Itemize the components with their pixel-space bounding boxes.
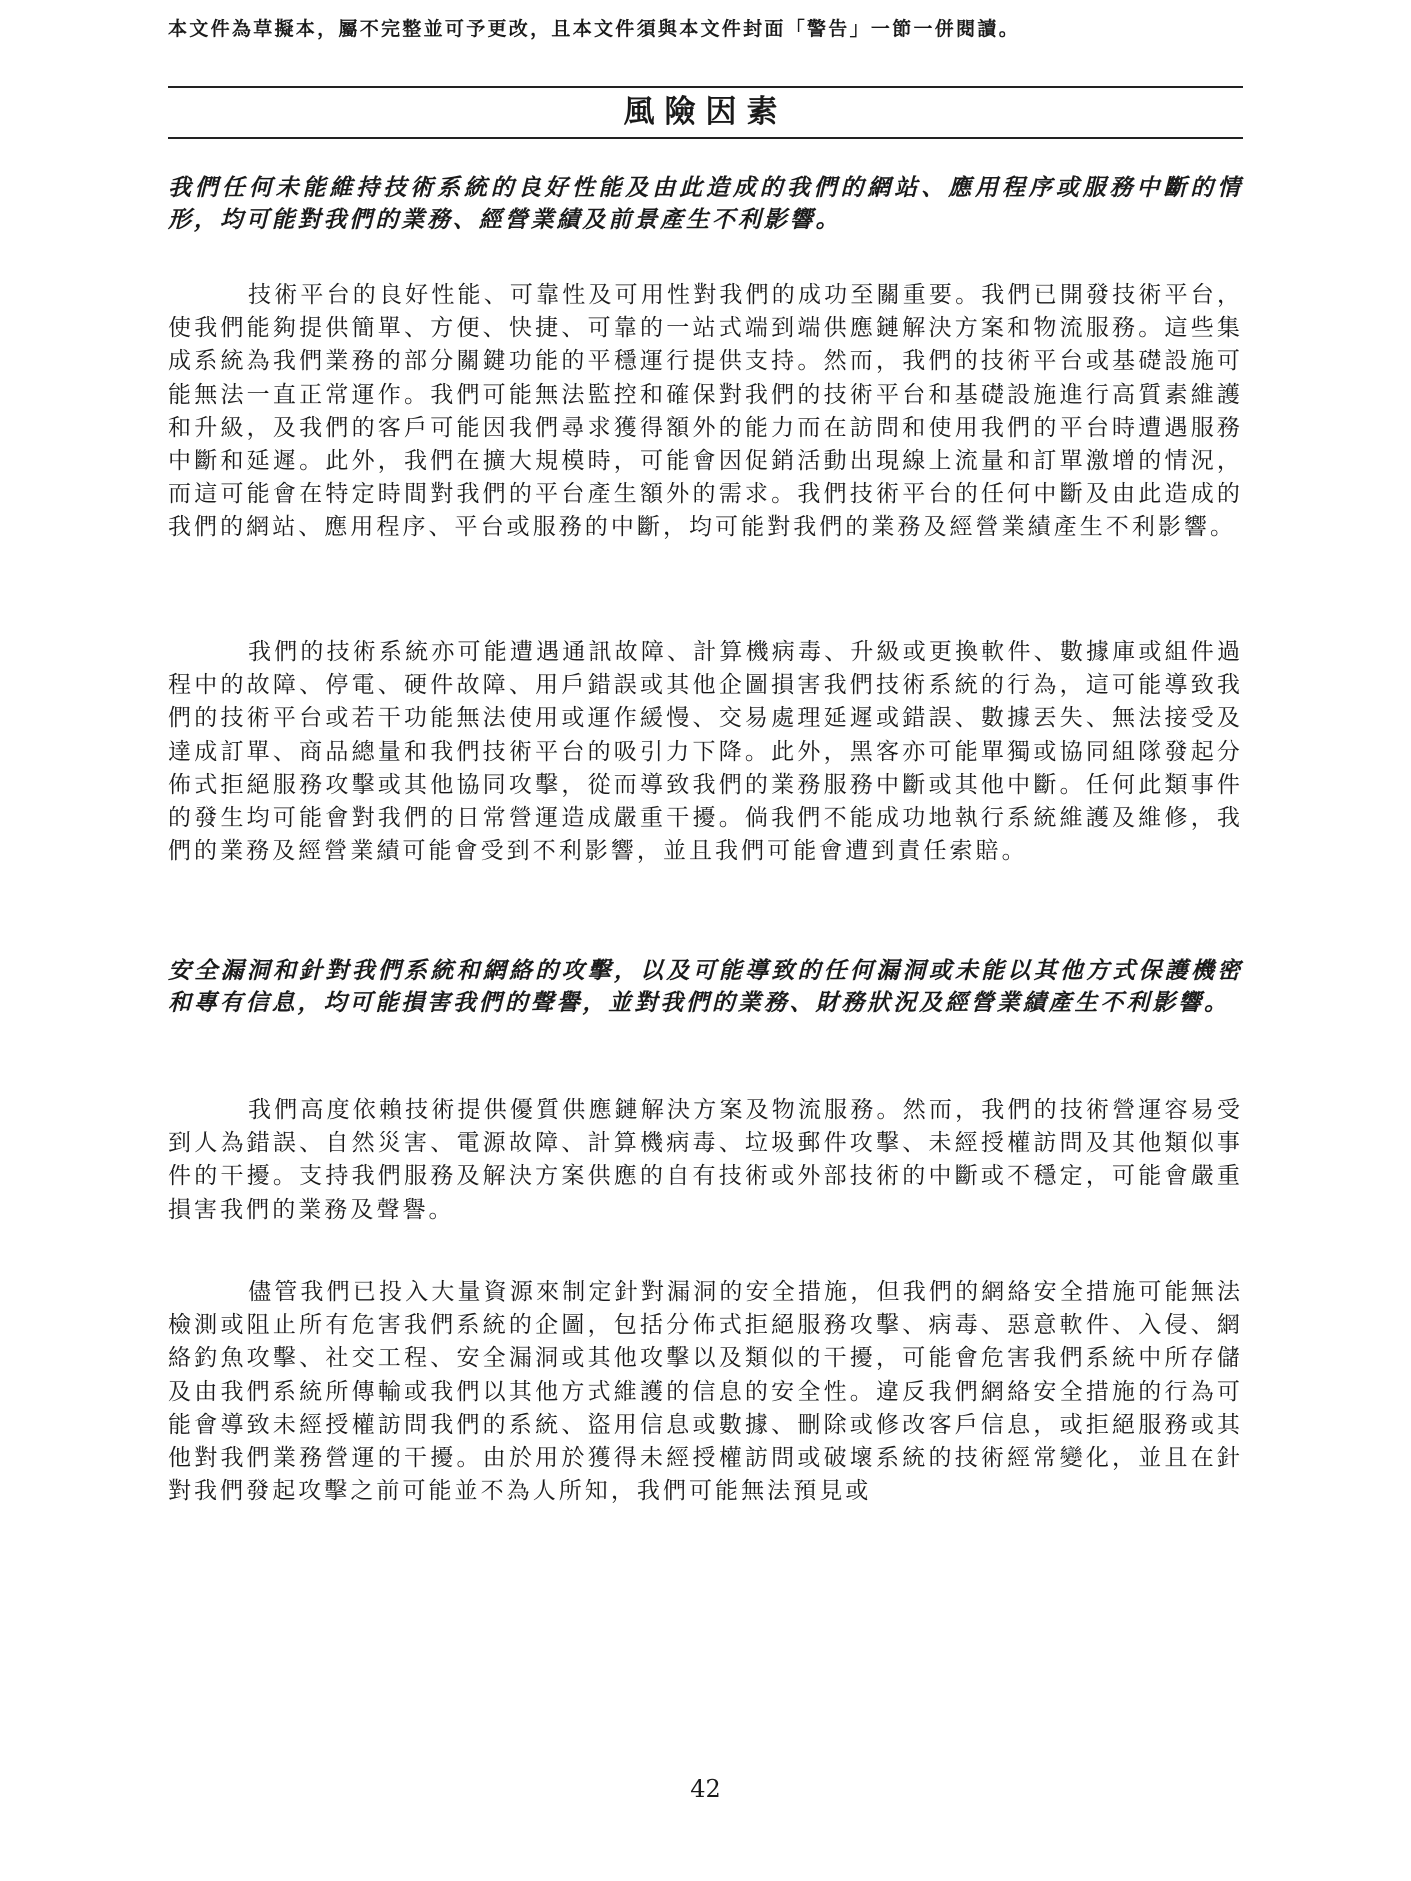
paragraph-1: 技術平台的良好性能、可靠性及可用性對我們的成功至關重要。我們已開發技術平台，使我們能夠提供簡單、方便、快捷、可靠的一站式端到端供應鏈解決方案和物流服務。這些集成系統為我們業務的部分關鍵功能的平穩運行提供支持。然而，我們的技術平台或基礎設施可能無法一直正常運作。我們可能無法監控和確保對我們的技術平台和基礎設施進行高質素維護和升級，及我們的客戶可能因我們尋求獲得額外的能力而在訪問和使用我們的平台時遭遇服務中斷和延遲。此外，我們在擴大規模時，可能會因促銷活動出現線上流量和訂單激增的情況，而這可能會在特定時間對我們的平台產生額外的需求。我們技術平台的任何中斷及由此造成的我們的網站、應用程序、平台或服務的中斷，均可能對我們的業務及經營業績產生不利影響。 — [168, 282, 1243, 541]
risk-heading-1: 我們任何未能維持技術系統的良好性能及由此造成的我們的網站、應用程序或服務中斷的情形，均可能對我們的業務、經營業績及前景產生不利影響。 — [168, 174, 1243, 233]
page-number: 42 — [690, 1775, 721, 1803]
paragraph-4: 儘管我們已投入大量資源來制定針對漏洞的安全措施，但我們的網絡安全措施可能無法檢測或阻止所有危害我們系統的企圖，包括分佈式拒絕服務攻擊、病毒、惡意軟件、入侵、網絡釣魚攻擊、社交工程、安全漏洞或其他攻擊以及類似的干擾，可能會危害我們系統中所存儲及由我們系統所傳輸或我們以其他方式維護的信息的安全性。違反我們網絡安全措施的行為可能會導致未經授權訪問我們的系統、盜用信息或數據、刪除或修改客戶信息，或拒絕服務或其他對我們業務營運的干擾。由於用於獲得未經授權訪問或破壞系統的技術經常變化，並且在針對我們發起攻擊之前可能並不為人所知，我們可能無法預見或 — [168, 1279, 1243, 1505]
title-rule-bottom — [168, 137, 1243, 139]
paragraph-3: 我們高度依賴技術提供優質供應鏈解決方案及物流服務。然而，我們的技術營運容易受到人為錯誤、自然災害、電源故障、計算機病毒、垃圾郵件攻擊、未經授權訪問及其他類似事件的干擾。支持我們服務及解決方案供應的自有技術或外部技術的中斷或不穩定，可能會嚴重損害我們的業務及聲譽。 — [168, 1097, 1243, 1223]
draft-disclaimer: 本文件為草擬本，屬不完整並可予更改，且本文件須與本文件封面「警告」一節一併閱讀。 — [168, 18, 1021, 40]
paragraph-2: 我們的技術系統亦可能遭遇通訊故障、計算機病毒、升級或更換軟件、數據庫或組件過程中的故障、停電、硬件故障、用戶錯誤或其他企圖損害我們技術系統的行為，這可能導致我們的技術平台或若干功能無法使用或運作緩慢、交易處理延遲或錯誤、數據丟失、無法接受及達成訂單、商品總量和我們技術平台的吸引力下降。此外，黑客亦可能單獨或協同組隊發起分佈式拒絕服務攻擊或其他協同攻擊，從而導致我們的業務服務中斷或其他中斷。任何此類事件的發生均可能會對我們的日常營運造成嚴重干擾。倘我們不能成功地執行系統維護及維修，我們的業務及經營業績可能會受到不利影響，並且我們可能會遭到責任索賠。 — [168, 639, 1243, 865]
title-rule-top — [168, 86, 1243, 88]
risk-heading-2: 安全漏洞和針對我們系統和網絡的攻擊，以及可能導致的任何漏洞或未能以其他方式保護機密和專有信息，均可能損害我們的聲譽，並對我們的業務、財務狀況及經營業績產生不利影響。 — [168, 957, 1243, 1016]
section-title: 風險因素 — [623, 94, 788, 130]
